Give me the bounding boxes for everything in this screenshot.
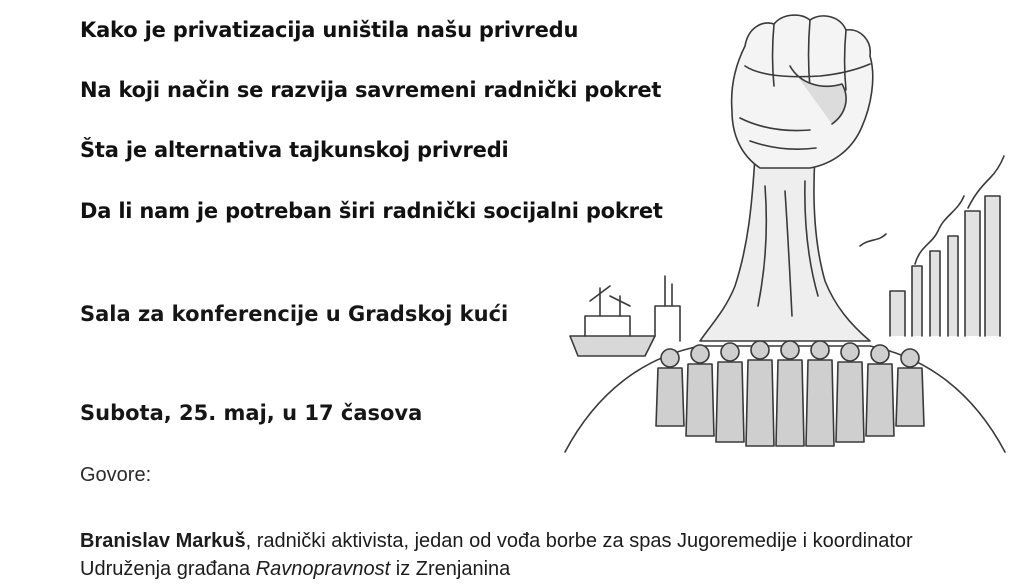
speaker-organization: Ravnopravnost [255,558,391,580]
question-heading-2: Na koji način se razvija savremeni radnički pokret [80,78,662,102]
speakers-label: Govore: [80,464,152,486]
event-date-time: Subota, 25. maj, u 17 časova [80,401,423,425]
speaker-entry [80,527,980,583]
factory-right-icon [860,156,1004,336]
raised-fist-illustration [560,6,1010,454]
fist-icon [732,15,873,168]
forearm [700,156,870,341]
event-venue: Sala za konferencije u Gradskoj kući [80,302,509,326]
question-heading-4: Da li nam je potreban širi radnički socijalni pokret [80,199,663,223]
speaker-description-end: iz Zrenjanina [390,558,511,580]
crowd-icon [656,341,924,446]
speaker-description-start: , radnički aktivista, jedan od vođa borbe za spas Jugoremedije i koordinator Udruženja građana [80,530,913,580]
harbor-left-icon [570,276,680,356]
question-heading-3: Šta je alternativa tajkunskoj privredi [80,138,509,162]
speaker-name: Branislav Markuš [80,530,246,552]
question-heading-1: Kako je privatizacija uništila našu privredu [80,18,579,42]
